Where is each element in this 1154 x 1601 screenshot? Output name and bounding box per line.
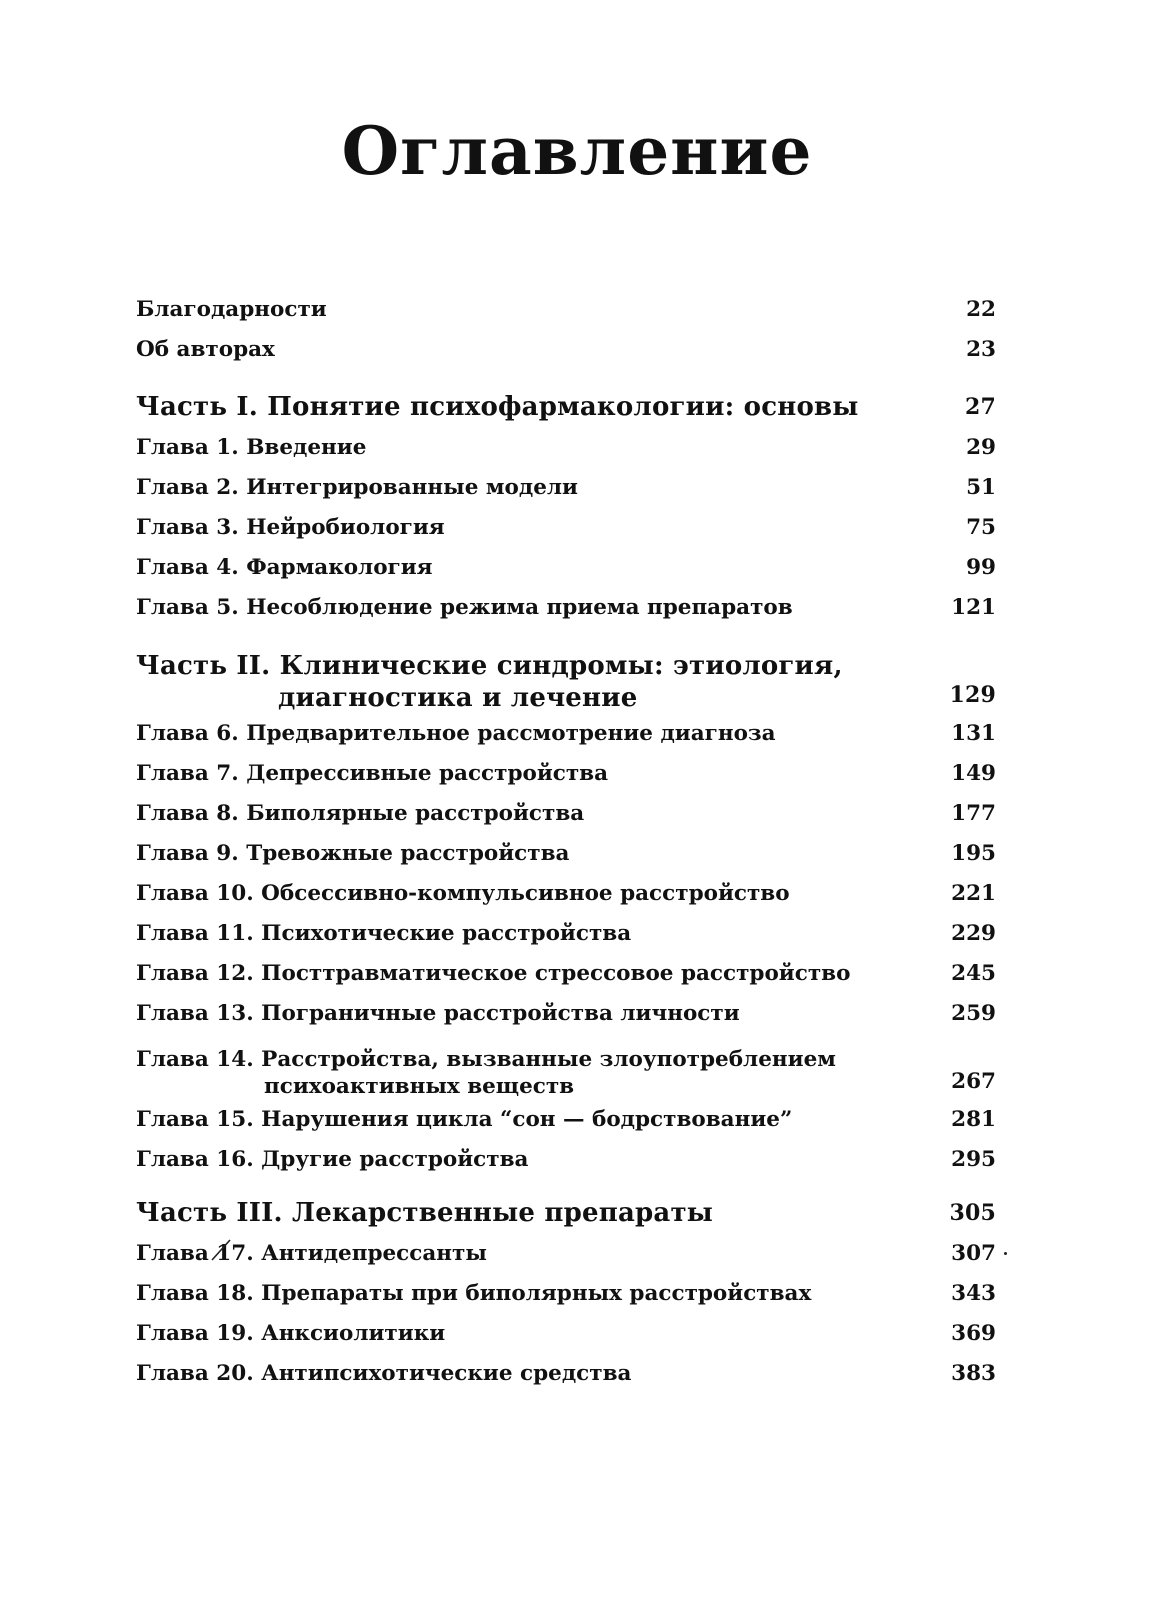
toc-entry-page: 23 (966, 337, 996, 362)
toc-chapter-page: 29 (966, 435, 996, 460)
toc-chapter-19[interactable] (136, 1314, 996, 1354)
toc-entry-acknowledgements[interactable] (136, 290, 996, 330)
toc-chapter-4[interactable] (136, 548, 996, 588)
toc-chapter-2[interactable] (136, 468, 996, 508)
toc-chapter-label-line1: Глава 14. Расстройства, вызванные злоупотреблением (136, 1047, 836, 1072)
table-of-contents (136, 290, 996, 1394)
toc-chapter-page: 131 (951, 721, 996, 746)
toc-chapter-page: 229 (951, 921, 996, 946)
toc-entry-page: 22 (966, 297, 996, 322)
toc-chapter-18[interactable] (136, 1274, 996, 1314)
toc-chapter-page: 267 (951, 1069, 996, 1094)
stray-dot-mark (1004, 1252, 1007, 1255)
pen-mark-icon (210, 1238, 232, 1262)
toc-chapter-label: Глава 17. Антидепрессанты (136, 1241, 487, 1266)
toc-chapter-label: Глава 20. Антипсихотические средства (136, 1361, 632, 1386)
toc-part-3[interactable] (136, 1192, 996, 1234)
page-title: Оглавление (341, 112, 813, 190)
toc-part-title-line1: Часть II. Клинические синдромы: этиология, (136, 651, 843, 681)
toc-chapter-16[interactable] (136, 1140, 996, 1180)
toc-chapter-label: Глава 10. Обсессивно-компульсивное расстройство (136, 881, 790, 906)
toc-chapter-label: Глава 15. Нарушения цикла “сон — бодрствование” (136, 1107, 793, 1132)
toc-chapter-10[interactable] (136, 874, 996, 914)
toc-chapter-1[interactable] (136, 428, 996, 468)
toc-chapter-17[interactable] (136, 1234, 996, 1274)
toc-chapter-page: 259 (951, 1001, 996, 1026)
toc-chapter-3[interactable] (136, 508, 996, 548)
toc-part-page: 305 (949, 1200, 996, 1226)
toc-chapter-label: Глава 4. Фармакология (136, 555, 433, 580)
toc-chapter-page: 51 (966, 475, 996, 500)
toc-chapter-12[interactable] (136, 954, 996, 994)
toc-chapter-15[interactable] (136, 1100, 996, 1140)
toc-chapter-7[interactable] (136, 754, 996, 794)
toc-chapter-page: 343 (951, 1281, 996, 1306)
toc-chapter-6[interactable] (136, 714, 996, 754)
toc-chapter-20[interactable] (136, 1354, 996, 1394)
toc-part-page: 129 (949, 682, 996, 708)
toc-part-page: 27 (964, 394, 996, 420)
toc-chapter-label (136, 1046, 926, 1100)
toc-chapter-label: Глава 3. Нейробиология (136, 515, 445, 540)
toc-chapter-label: Глава 11. Психотические расстройства (136, 921, 632, 946)
toc-part-title-line2: диагностика и лечение (278, 683, 638, 713)
toc-chapter-label: Глава 18. Препараты при биполярных расстройствах (136, 1281, 812, 1306)
toc-chapter-label: Глава 12. Посттравматическое стрессовое расстройство (136, 961, 851, 986)
toc-part-title (136, 650, 926, 714)
toc-chapter-label: Глава 19. Анксиолитики (136, 1321, 446, 1346)
toc-chapter-page: 383 (951, 1361, 996, 1386)
toc-chapter-page: 149 (951, 761, 996, 786)
toc-chapter-page: 221 (951, 881, 996, 906)
toc-chapter-8[interactable] (136, 794, 996, 834)
toc-chapter-label: Глава 2. Интегрированные модели (136, 475, 578, 500)
toc-entry-label: Об авторах (136, 337, 275, 362)
toc-chapter-14[interactable] (136, 1034, 996, 1100)
toc-chapter-page: 177 (951, 801, 996, 826)
toc-chapter-page: 307 (951, 1241, 996, 1266)
toc-chapter-label: Глава 9. Тревожные расстройства (136, 841, 570, 866)
toc-chapter-page: 75 (966, 515, 996, 540)
toc-chapter-label: Глава 7. Депрессивные расстройства (136, 761, 609, 786)
toc-part-title: Часть I. Понятие психофармакологии: основы (136, 392, 859, 422)
toc-entry-about-authors[interactable] (136, 330, 996, 370)
toc-chapter-label-line2: психоактивных веществ (264, 1074, 575, 1099)
toc-part-2[interactable] (136, 640, 996, 714)
toc-chapter-13[interactable] (136, 994, 996, 1034)
toc-entry-label: Благодарности (136, 297, 327, 322)
toc-chapter-page: 121 (951, 595, 996, 620)
toc-chapter-page: 369 (951, 1321, 996, 1346)
toc-chapter-11[interactable] (136, 914, 996, 954)
toc-part-1[interactable] (136, 386, 996, 428)
toc-chapter-page: 245 (951, 961, 996, 986)
toc-chapter-label: Глава 6. Предварительное рассмотрение диагноза (136, 721, 776, 746)
toc-chapter-page: 99 (966, 555, 996, 580)
toc-part-title: Часть III. Лекарственные препараты (136, 1198, 714, 1228)
toc-chapter-page: 195 (951, 841, 996, 866)
toc-chapter-label: Глава 1. Введение (136, 435, 367, 460)
toc-chapter-label: Глава 8. Биполярные расстройства (136, 801, 585, 826)
toc-chapter-label: Глава 5. Несоблюдение режима приема препаратов (136, 595, 793, 620)
toc-chapter-9[interactable] (136, 834, 996, 874)
toc-chapter-page: 281 (951, 1107, 996, 1132)
toc-chapter-page: 295 (951, 1147, 996, 1172)
toc-chapter-label: Глава 13. Пограничные расстройства личности (136, 1001, 740, 1026)
toc-chapter-5[interactable] (136, 588, 996, 628)
toc-chapter-label: Глава 16. Другие расстройства (136, 1147, 529, 1172)
